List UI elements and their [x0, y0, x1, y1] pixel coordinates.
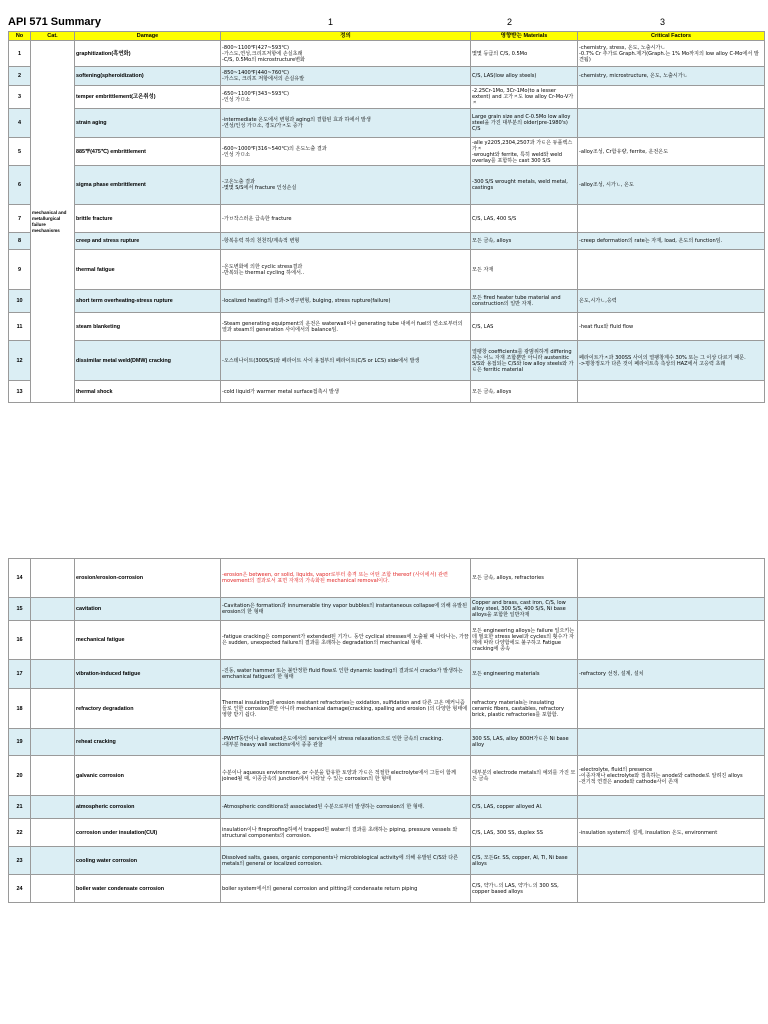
row-number: 3 [9, 86, 31, 109]
category-cell: mechanical and metallurgical failure mechanisms [31, 41, 75, 403]
category-empty-cell [31, 598, 75, 621]
damage-name: mechanical fatigue [75, 621, 221, 660]
materials-cell: 모든 금속, alloys [471, 233, 578, 250]
critical-factors-cell [578, 250, 765, 290]
critical-factors-cell: -heat flux와 fluid flow [578, 313, 765, 341]
damage-name: thermal fatigue [75, 250, 221, 290]
table-row [9, 796, 765, 819]
definition-cell: -가ㅂ작스러운 급속한 fracture [221, 205, 471, 233]
category-empty-cell [31, 756, 75, 796]
materials-cell: -300 S/S wrought metals, weld metal, castings [471, 166, 578, 205]
category-empty-cell [31, 729, 75, 756]
definition-cell: -오스테나이트(300S/S)와 페라이트 사이 용접부의 페라이트(C/S or LCS) side에서 발생 [221, 341, 471, 381]
damage-name: corrosion under insulation(CUI) [75, 819, 221, 847]
materials-cell: C/S, LAS, copper alloyed Al. [471, 796, 578, 819]
table-row [9, 559, 765, 598]
row-number: 11 [9, 313, 31, 341]
definition-cell: -erosion은 between, or solid, liquids, vapor로부터 충격 또는 어떤 조합 thereof (사이에서) 관련 movement의 결과로서 표면 자재의 가속화된 mechanical removal이다. [221, 559, 471, 598]
critical-factors-cell: -chemistry, microstructure, 온도, 노출시가ㄴ [578, 67, 765, 86]
definition-cell: -fatigue cracking은 component가 extended된 기가ㄴ 동안 cyclical stresses에 노출될 때 나타나는, 가끔은 sudden, unexpected failure의 결과를 초래하는 degradation의 mechanical 형태. [221, 621, 471, 660]
materials-cell: 모든 fired heater tube material and construction의 일반 자재. [471, 290, 578, 313]
damage-name: creep and stress rupture [75, 233, 221, 250]
table-row [9, 67, 765, 86]
row-number: 12 [9, 341, 31, 381]
table-row [9, 660, 765, 689]
critical-factors-cell [578, 729, 765, 756]
summary-table-2 [8, 558, 765, 903]
materials-cell: -2.25Cr-1Mo, 3Cr-1Mo(to a lesser extent) and 고가ㅈ도 low alloy Cr-Mo-V가ㅈ [471, 86, 578, 109]
category-empty-cell [31, 875, 75, 903]
header-damage: Damage [75, 32, 221, 41]
materials-cell: 300 SS, LAS, alloy 800H가ㅌ은 Ni base alloy [471, 729, 578, 756]
materials-cell: C/S, LAS, 300 SS, duplex SS [471, 819, 578, 847]
table-row [9, 621, 765, 660]
table-row [9, 729, 765, 756]
definition-cell: -Cavitation은 formation과 innumerable tiny vapor bubbles의 instantaneous collapse에 의해 유발된 erosion의 한 형태 [221, 598, 471, 621]
row-number: 19 [9, 729, 31, 756]
table-row [9, 109, 765, 138]
row-number: 10 [9, 290, 31, 313]
row-number: 22 [9, 819, 31, 847]
definition-cell: -Steam generating equipment의 운전은 waterwall이나 generating tube 내에서 fuel의 연소로부터의 열과 steam의 generation 사이에서의 balance임. [221, 313, 471, 341]
materials-cell: refractory materials는 insulating ceramic fibers, castables, refractory brick, plastic refractories를 포함함. [471, 689, 578, 729]
definition-cell: -650~1100℉(343~593℃) -인성 가ㅁ소 [221, 86, 471, 109]
critical-factors-cell: -alloy조성, Cr함유량, ferrite, 운전온도 [578, 138, 765, 166]
header-no: No [9, 32, 31, 41]
critical-factors-cell [578, 109, 765, 138]
damage-name: galvanic corrosion [75, 756, 221, 796]
table-row [9, 313, 765, 341]
table-row [9, 233, 765, 250]
materials-cell: 모든 금속, alloys [471, 381, 578, 403]
damage-name: strain aging [75, 109, 221, 138]
critical-factors-cell [578, 796, 765, 819]
definition-cell: -항복응력 하의 천천히/계속적 변형 [221, 233, 471, 250]
row-number: 20 [9, 756, 31, 796]
category-empty-cell [31, 819, 75, 847]
critical-factors-cell [578, 875, 765, 903]
row-number: 15 [9, 598, 31, 621]
materials-cell: 모든 자재 [471, 250, 578, 290]
damage-name: erosion/erosion-corrosion [75, 559, 221, 598]
table-row [9, 205, 765, 233]
damage-name: dissimilar metal weld(DMW) cracking [75, 341, 221, 381]
definition-cell: -cold liquid가 warmer metal surface접촉시 발생 [221, 381, 471, 403]
row-number: 2 [9, 67, 31, 86]
page-title: API 571 Summary [8, 16, 101, 28]
table-row [9, 290, 765, 313]
definition-cell: 수분이나 aqueous environment, or 수분을 함유한 토양과 가ㅌ은 적절한 electrolyte에서 그들이 함께 joined될 때, 이종금속의 junction에서 나타날 수 있는 corrosion의 한 형태 [221, 756, 471, 796]
critical-factors-cell: 페라이트가ㅈ과 300SS 사이의 열팽창계수 30% 또는 그 이상 다르기 때문. ->평창정도가 다른 것이 페라이트측 측상의 HAZ에서 고응력 초래 [578, 341, 765, 381]
definition-cell: -고온노출 결과 -몇몇 S/S에서 fracture 인성손실 [221, 166, 471, 205]
critical-factors-cell: -alloy조성, 시가ㄴ, 온도 [578, 166, 765, 205]
row-number: 8 [9, 233, 31, 250]
definition-cell: boiler system에서의 general corrosion and pitting과 condensate return piping [221, 875, 471, 903]
damage-name: temper embrittlement(고온취성) [75, 86, 221, 109]
row-number: 17 [9, 660, 31, 689]
table-row [9, 819, 765, 847]
materials-cell: 몇몇 등급의 C/S, 0.5Mo [471, 41, 578, 67]
critical-factors-cell: -creep deformation의 rate는 자재, load, 온도의 function임. [578, 233, 765, 250]
row-number: 23 [9, 847, 31, 875]
damage-name: thermal shock [75, 381, 221, 403]
row-number: 24 [9, 875, 31, 903]
materials-cell: C/S, LAS [471, 313, 578, 341]
column-number-3: 3 [660, 17, 666, 27]
row-number: 6 [9, 166, 31, 205]
critical-factors-cell: -insulation system의 설계, insulation 온도, environment [578, 819, 765, 847]
damage-name: steam blanketing [75, 313, 221, 341]
category-empty-cell [31, 660, 75, 689]
definition-cell: -800~1100℉(427~593℃) -가스도,연성,크리프저항에 손실초래 -C/S, 0.5Mo의 microstructure변화 [221, 41, 471, 67]
table-row [9, 41, 765, 67]
definition-cell: -850~1400℉(440~760℃) -가스도, 크리프 저항에서의 손실유발 [221, 67, 471, 86]
column-number-2: 2 [507, 17, 513, 27]
damage-name: reheat cracking [75, 729, 221, 756]
column-number-1: 1 [328, 17, 334, 27]
definition-cell: -진동, water hammer 또는 불안정한 fluid flow로 인한 dynamic loading의 결과로서 cracks가 발생하는 emchanical fatigue의 한 형태 [221, 660, 471, 689]
row-number: 4 [9, 109, 31, 138]
damage-name: graphitization(흑연화) [75, 41, 221, 67]
materials-cell: 모든 engineering materials [471, 660, 578, 689]
definition-cell: -intermediate 온도에서 변형과 aging의 결합된 효과 하에서 발생 -연성/인성 가ㅁ소, 경도/가ㅈ도 증가 [221, 109, 471, 138]
table-row [9, 138, 765, 166]
damage-name: softening(spheroidization) [75, 67, 221, 86]
row-number: 7 [9, 205, 31, 233]
category-empty-cell [31, 796, 75, 819]
damage-name: 885℉(475℃) embrittlement [75, 138, 221, 166]
materials-cell: 모든 금속, alloys, refractories [471, 559, 578, 598]
table-row [9, 598, 765, 621]
header-definition: 정의 [221, 32, 471, 41]
row-number: 16 [9, 621, 31, 660]
critical-factors-cell [578, 689, 765, 729]
materials-cell: C/S, 약가ㄴ의 LAS, 약가ㄴ의 300 SS, copper based alloys [471, 875, 578, 903]
damage-name: atmospheric corrosion [75, 796, 221, 819]
row-number: 14 [9, 559, 31, 598]
definition-cell: -온도변화에 의한 cyclic stress결과 -반복되는 thermal cycling 하에서.. [221, 250, 471, 290]
header-category: Cat. [31, 32, 75, 41]
damage-name: short term overheating-stress rupture [75, 290, 221, 313]
summary-table-1 [8, 31, 765, 403]
header-critical-factors: Critical Factors [578, 32, 765, 41]
table-row [9, 875, 765, 903]
definition-cell: -Atmospheric conditions와 associated된 수분으로부터 발생하는 corrosion의 한 형태. [221, 796, 471, 819]
row-number: 21 [9, 796, 31, 819]
header-materials: 영향받는 Materials [471, 32, 578, 41]
materials-cell: C/S, 모든Gr. SS, copper, Al, Ti, Ni base alloys [471, 847, 578, 875]
table-row [9, 250, 765, 290]
materials-cell: Copper and brass, cast iron, C/S, low alloy steel, 300 S/S, 400 S/S, Ni base alloys을 포함한 일반자재 [471, 598, 578, 621]
category-empty-cell [31, 689, 75, 729]
row-number: 13 [9, 381, 31, 403]
table-row [9, 756, 765, 796]
materials-cell: C/S, LAS(low alloy steels) [471, 67, 578, 86]
table-row [9, 341, 765, 381]
critical-factors-cell [578, 598, 765, 621]
materials-cell: C/S, LAS, 400 S/S [471, 205, 578, 233]
category-empty-cell [31, 847, 75, 875]
definition-cell: -PWHT동안이나 elevated온도에서의 service에서 stress relaxation으로 인한 금속의 cracking. -대부분 heavy wall sections에서 종종 관찰 [221, 729, 471, 756]
critical-factors-cell [578, 847, 765, 875]
critical-factors-cell: -chemistry, stress, 온도, 노출시가ㄴ -0.7% Cr 추가로 Graph.제거(Graph.는 1% Mo까지의 low alloy C-Mo에서 발견됨) [578, 41, 765, 67]
row-number: 18 [9, 689, 31, 729]
materials-cell: -alle y2205,2304,2507과 가ㅌ은 듀플렉스 가ㅈ -wrought와 ferrite, 특히 weld와 weld overlay를 포함하는 cast 300 S/S [471, 138, 578, 166]
category-empty-cell [31, 621, 75, 660]
definition-cell: -localized heating의 결과->영구변형, bulging, stress rupture(failure) [221, 290, 471, 313]
damage-name: refractory degradation [75, 689, 221, 729]
row-number: 1 [9, 41, 31, 67]
definition-cell: Dissolved salts, gases, organic components나 microbiological activity에 의해 유발된 C/S와 다른 metals의 general or localized corrosion. [221, 847, 471, 875]
damage-name: sigma phase embrittlement [75, 166, 221, 205]
table-row [9, 166, 765, 205]
critical-factors-cell [578, 559, 765, 598]
critical-factors-cell: -electrolyte, fluid의 presence -이종자재나 electrolyte와 접촉하는 anode와 cathode로 알려진 alloys -전기적 연결은 anode와 cathode사이 존재 [578, 756, 765, 796]
materials-cell: 모든 engineering alloys는 failure 일으키는데 필요한 stress level과 cycles의 횟수가 자재에 따라 다양함에도 불구하고 Fatigue cracking에 종속 [471, 621, 578, 660]
table-row [9, 381, 765, 403]
definition-cell: Thermal insulating과 erosion resistant refractories는 oxidation, sulfidation and 다른 고온 메커니즘들로 인한 corrosion뿐만 아니라 mechanical damage(cracking, spalling and erosion )의 다양한 형태에 영향 받기 쉽다. [221, 689, 471, 729]
damage-name: boiler water condensate corrosion [75, 875, 221, 903]
critical-factors-cell [578, 86, 765, 109]
table-row [9, 689, 765, 729]
damage-name: cooling water corrosion [75, 847, 221, 875]
category-empty-cell [31, 559, 75, 598]
critical-factors-cell [578, 381, 765, 403]
definition-cell: insulation이나 fireproofing하에서 trapped된 water의 결과를 초래하는 piping, pressure vessels 와 structural components의 corrosion. [221, 819, 471, 847]
table-row [9, 86, 765, 109]
damage-name: vibration-induced fatigue [75, 660, 221, 689]
row-number: 9 [9, 250, 31, 290]
definition-cell: -600~1000℉(316~540℃)의 온도노출 결과 -인성 가ㅁ소 [221, 138, 471, 166]
damage-name: brittle fracture [75, 205, 221, 233]
materials-cell: 대부분의 electrode metals의 예외를 가진 모든 금속 [471, 756, 578, 796]
materials-cell: Large grain size and C-0.5Mo low alloy steel을 가진 대부분의 older(pre-1980's) C/S [471, 109, 578, 138]
damage-name: cavitation [75, 598, 221, 621]
critical-factors-cell [578, 205, 765, 233]
materials-cell: 열팽창 coefficients를 광범위하게 differing하는 어느 자재 조합뿐만 아니라 austenitic S/S와 용접되는 C/S와 low alloy steels와 가ㅌ은 ferritic material [471, 341, 578, 381]
critical-factors-cell [578, 621, 765, 660]
row-number: 5 [9, 138, 31, 166]
critical-factors-cell: 온도,시가ㄴ,응력 [578, 290, 765, 313]
critical-factors-cell: -refractory 선정, 설계, 설치 [578, 660, 765, 689]
table-row [9, 847, 765, 875]
